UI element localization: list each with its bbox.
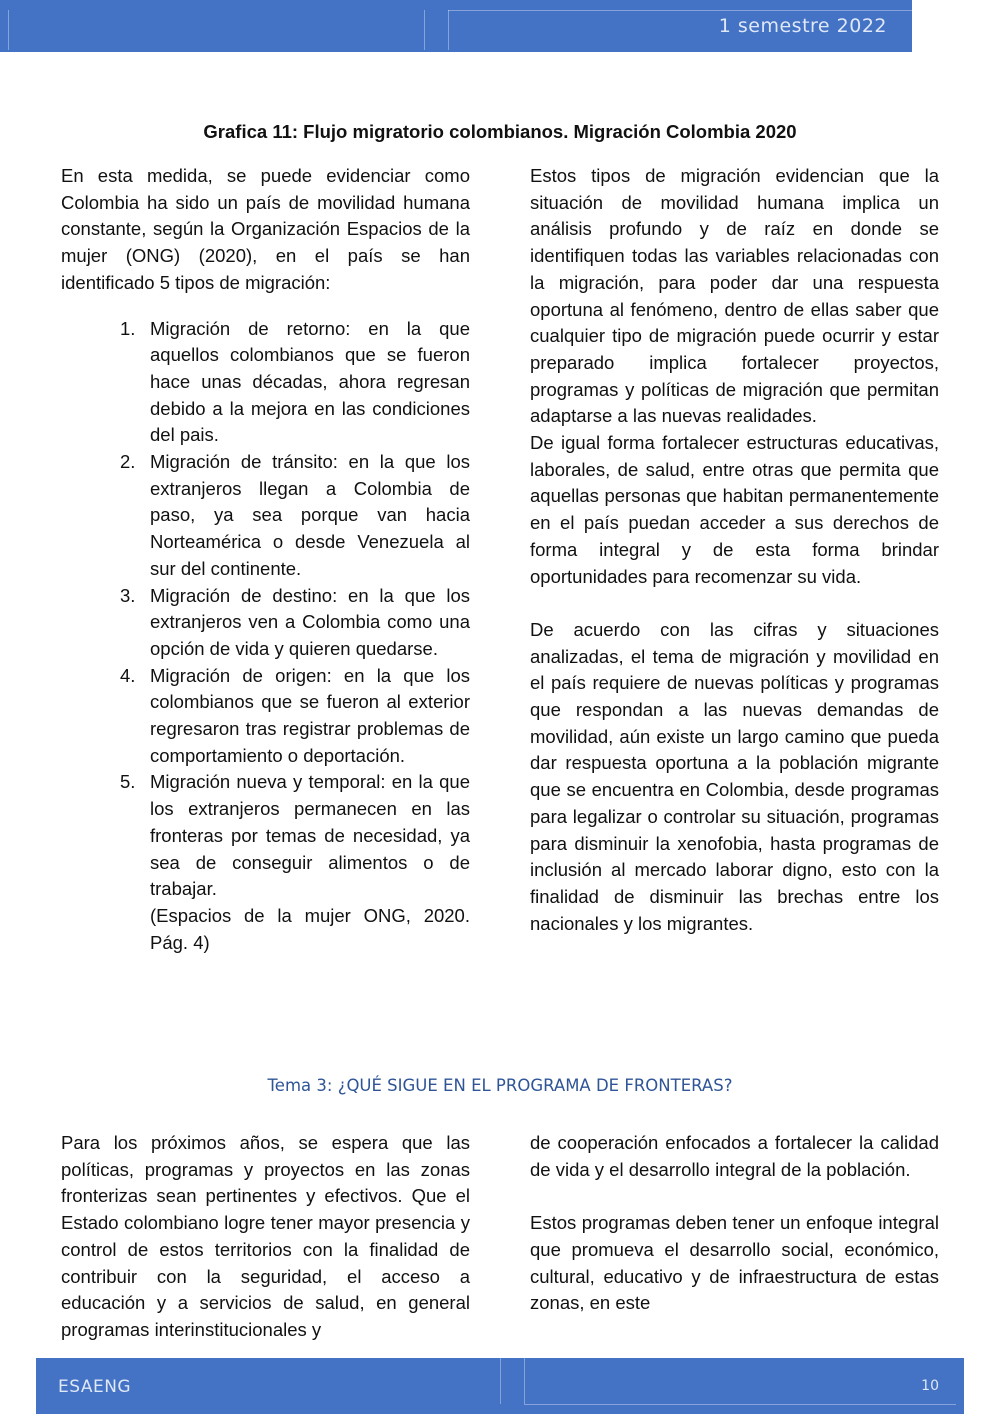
bottom-right-paragraph-1: de cooperación enfocados a fortalecer la calidad de vida y el desarrollo integral de la población.: [530, 1132, 939, 1180]
list-item: 5. Migración nueva y temporal: en la que los extranjeros permanecen en las fronteras por temas de necesidad, ya sea de conseguir alimentos o de trabajar.: [120, 771, 470, 900]
right-paragraph-2: De igual forma fortalecer estructuras educativas, laborales, de salud, entre otras que permita que aquellas personas que habitan permanentemente en el país puedan acceder a sus derechos de forma integral y de esta forma brindar oportunidades para recomenzar su vida.: [530, 432, 939, 587]
list-item: 3. Migración de destino: en la que los extranjeros ven a Colombia como una opción de vida y quieren quedarse.: [120, 584, 470, 659]
migration-types-list: [61, 316, 470, 903]
list-item: 2. Migración de tránsito: en la que los extranjeros llegan a Colombia de paso, ya sea porque van hacia Norteamérica o desde Venezuela al sur del continente.: [120, 451, 470, 579]
header-semester: 1 semestre 2022: [718, 15, 887, 37]
bottom-right-paragraph-2: Estos programas deben tener un enfoque integral que promueva el desarrollo social, económico, cultural, educativo y de infraestructura de estas zonas, en este: [530, 1212, 939, 1314]
left-intro: En esta medida, se puede evidenciar como Colombia ha sido un país de movilidad humana constante, según la Organización Espacios de la mujer (ONG) (2020), en el país se han identificado 5 tipos de migración:: [61, 165, 470, 293]
bottom-left-column: [61, 1130, 470, 1344]
right-paragraph-1: Estos tipos de migración evidencian que la situación de movilidad humana implica un análisis profundo y de raíz en donde se identifiquen todas las variables relacionadas con la migración, para poder dar una respuesta oportuna al fenómeno, dentro de ellas saber que cualquier tipo de migración puede ocurrir y estar preparado implica fortalecer proyectos, programas y políticas de migración que permitan adaptarse a las nuevas realidades.: [530, 165, 939, 427]
left-column: [61, 163, 470, 956]
header-bar: [0, 0, 912, 52]
right-column: [530, 163, 939, 937]
page-number: 10: [921, 1378, 939, 1394]
list-item: 4. Migración de origen: en la que los colombianos que se fueron al exterior regresaron tras registrar problemas de comportamiento o deportación.: [120, 664, 470, 766]
right-paragraph-3: De acuerdo con las cifras y situaciones analizadas, el tema de migración y movilidad en el país requiere de nuevas políticas y programas que respondan a las nuevas demandas de movilidad, aún existe un largo camino que pueda dar respuesta oportuna a la población migrante que se encuentra en Colombia, desde programas para legalizar o controlar su situación, programas para disminuir la xenofobia, hasta programas de inclusión al mercado laborar digno, esto con la finalidad de disminuir las brechas entre los nacionales y los migrantes.: [530, 618, 939, 934]
citation: (Espacios de la mujer ONG, 2020. Pág. 4): [150, 904, 470, 953]
footer-bar: [36, 1358, 964, 1414]
footer-org: ESAENG: [58, 1377, 132, 1397]
bottom-left-paragraph: Para los próximos años, se espera que las políticas, programas y proyectos en las zonas fronterizas sean pertinentes y efectivos. Que el Estado colombiano logre tener mayor presencia y control de estos territorios con la finalidad de contribuir con la seguridad, el acceso a educación y a servicios de salud, en general programas interinstitucionales y: [61, 1132, 470, 1340]
section-heading: Tema 3: ¿QUÉ SIGUE EN EL PROGRAMA DE FRONTERAS?: [267, 1076, 733, 1095]
list-item: 1. Migración de retorno: en la que aquellos colombianos que se fueron hace unas décadas, ahora regresan debido a la mejora en las condiciones del pais.: [120, 317, 470, 446]
figure-title: Grafica 11: Flujo migratorio colombianos. Migración Colombia 2020: [203, 121, 797, 142]
bottom-right-column: [530, 1130, 939, 1317]
